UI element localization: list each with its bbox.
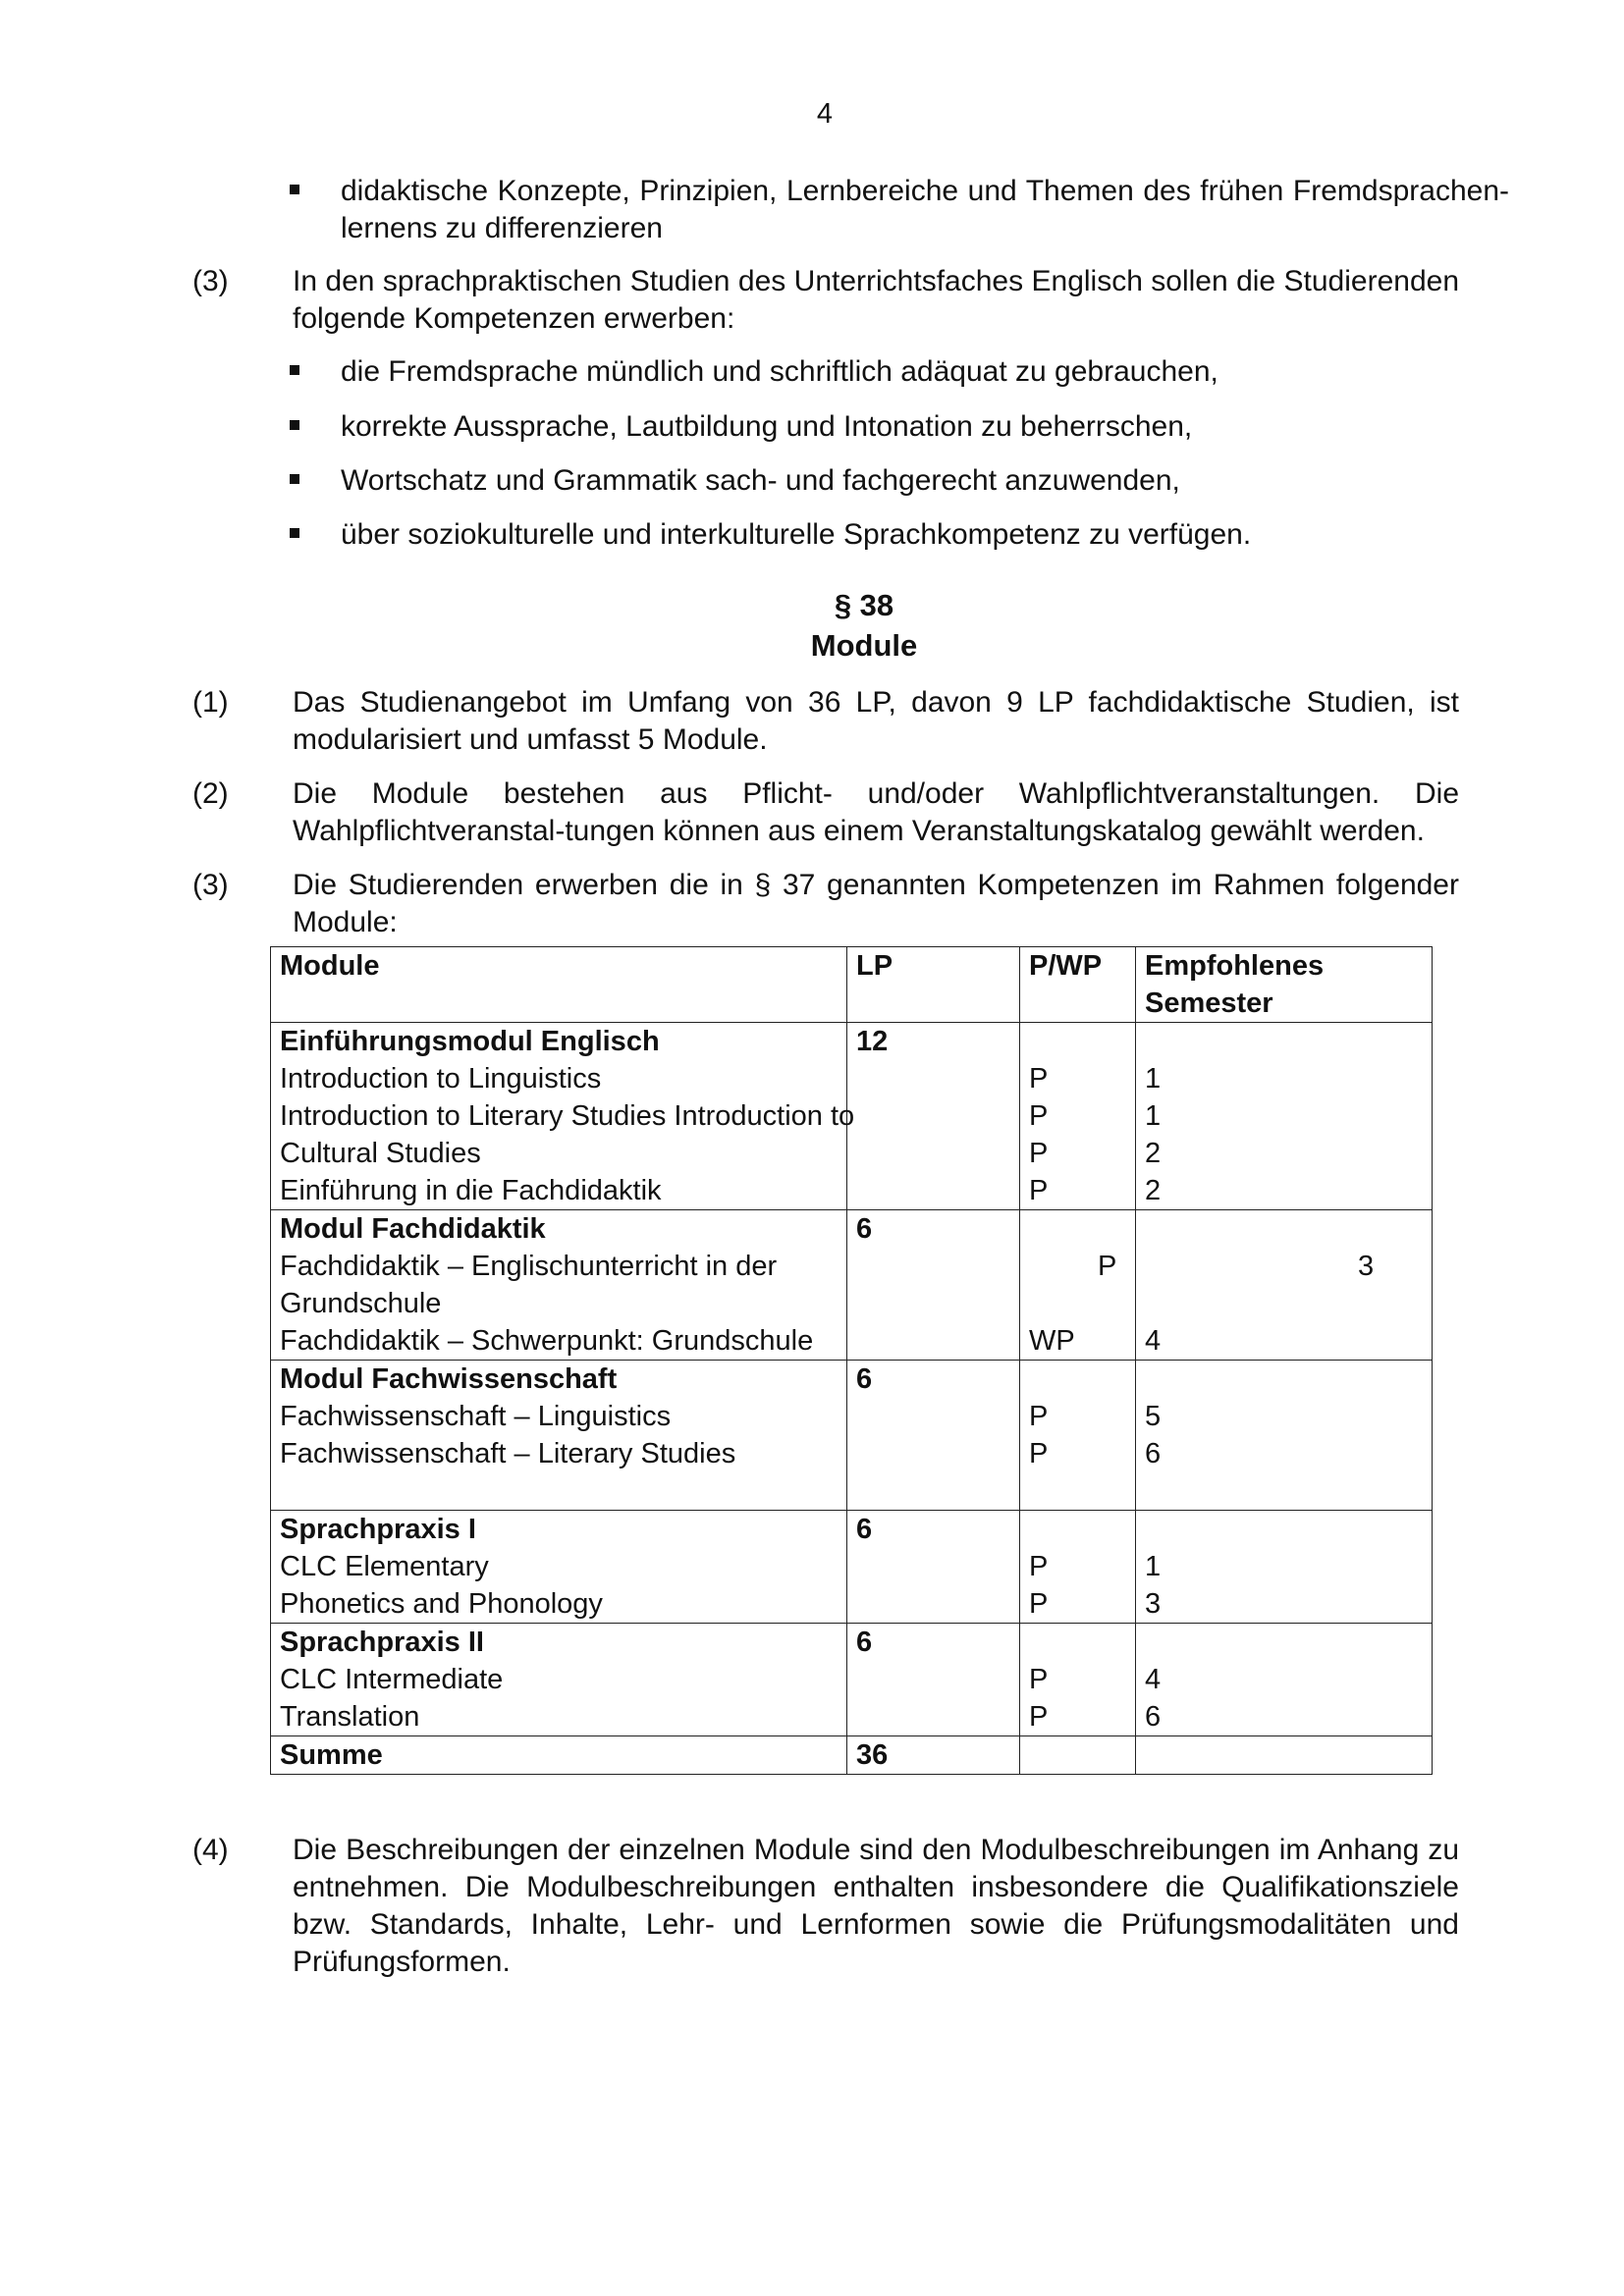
section-title: Module — [810, 628, 918, 663]
semester-value: 3 — [1358, 1251, 1375, 1282]
module-lp: 6 — [856, 1363, 873, 1395]
pwp-value: P — [1029, 1664, 1049, 1695]
semester-value: 1 — [1145, 1100, 1162, 1132]
bullet-icon — [290, 365, 299, 375]
module-name: Sprachpraxis I — [280, 1514, 476, 1545]
paragraph-text: Das Studienangebot im Umfang von 36 LP, davon 9 LP fachdidaktische Studien, ist modularisiert und umfasst 5 Module. — [293, 686, 1459, 756]
paragraph-number: (3) — [192, 265, 229, 297]
semester-value: 5 — [1145, 1401, 1162, 1432]
course-name: Fachwissenschaft – Linguistics — [280, 1401, 672, 1432]
modules-table — [270, 946, 1433, 1775]
paragraph-text: In den sprachpraktischen Studien des Unterrichtsfaches Englisch sollen die Studierenden folgende Kompetenzen erwerben: — [293, 265, 1459, 335]
semester-value: 4 — [1145, 1325, 1162, 1357]
list-item-text: die Fremdsprache mündlich und schriftlich adäquat zu gebrauchen, — [341, 355, 1218, 388]
semester-value: 1 — [1145, 1551, 1162, 1582]
page-number: 4 — [816, 98, 834, 130]
module-cell — [271, 1210, 847, 1361]
module-lp: 6 — [856, 1627, 873, 1658]
semester-value: 3 — [1145, 1588, 1162, 1620]
module-lp: 12 — [856, 1026, 889, 1057]
table-row — [271, 1361, 1433, 1511]
table-header-row — [271, 947, 1433, 1023]
module-cell — [271, 1023, 855, 1210]
semester-cell — [1136, 1361, 1433, 1511]
list-item-text: korrekte Aussprache, Lautbildung und Intonation zu beherrschen, — [341, 410, 1193, 443]
course-name: CLC Elementary — [280, 1551, 489, 1582]
empty-cell — [1136, 1736, 1433, 1775]
course-name: Cultural Studies — [280, 1138, 481, 1169]
pwp-cell — [1020, 1624, 1136, 1736]
pwp-value: P — [1029, 1138, 1049, 1169]
course-name: Introduction to Literary Studies Introduction to — [280, 1100, 855, 1132]
module-cell — [271, 1361, 847, 1511]
section-number: § 38 — [834, 588, 894, 622]
sum-label-cell — [271, 1736, 847, 1775]
pwp-value: P — [1098, 1251, 1117, 1282]
lp-cell — [847, 1210, 1020, 1361]
list-item-text: Wortschatz und Grammatik sach- und fachgerecht anzuwenden, — [341, 464, 1180, 497]
course-name: Fachwissenschaft – Literary Studies — [280, 1438, 736, 1469]
header-lp: LP — [847, 947, 1020, 1023]
table-row — [271, 1624, 1433, 1736]
bullet-icon — [290, 420, 299, 430]
course-name: Fachdidaktik – Englischunterricht in der — [280, 1251, 778, 1282]
module-cell — [271, 1511, 847, 1624]
table-row — [271, 1023, 1433, 1210]
bullet-icon — [290, 528, 299, 538]
course-name: Translation — [280, 1701, 420, 1733]
lp-cell — [847, 1361, 1020, 1511]
pwp-value: P — [1029, 1438, 1049, 1469]
pwp-value: P — [1029, 1175, 1049, 1206]
table-row — [271, 1511, 1433, 1624]
pwp-value: P — [1029, 1551, 1049, 1582]
table-sum-row — [271, 1736, 1433, 1775]
header-pwp: P/WP — [1020, 947, 1136, 1023]
header-module: Module — [271, 947, 847, 1023]
header-semester — [1136, 947, 1433, 1023]
paragraph-text: Die Studierenden erwerben die in § 37 genannten Kompetenzen im Rahmen folgender Module: — [293, 869, 1459, 938]
pwp-value: P — [1029, 1063, 1049, 1095]
pwp-cell — [1020, 1361, 1136, 1511]
semester-cell — [1136, 1210, 1433, 1361]
bullet-icon — [290, 474, 299, 484]
paragraph-number: (2) — [192, 777, 229, 810]
module-cell — [271, 1624, 847, 1736]
paragraph-text: Die Module bestehen aus Pflicht- und/oder Wahlpflichtveranstaltungen. Die Wahlpflichtveranstal-tungen können aus einem Veranstaltungskatalog gewählt werden. — [293, 777, 1459, 847]
course-name: Einführung in die Fachdidaktik — [280, 1175, 662, 1206]
module-name: Einführungsmodul Englisch — [280, 1026, 660, 1057]
module-lp: 6 — [856, 1514, 873, 1545]
lp-cell — [847, 1023, 1020, 1210]
header-semester-line1: Empfohlenes — [1145, 950, 1325, 982]
pwp-value: P — [1029, 1588, 1049, 1620]
sum-lp-cell — [847, 1736, 1020, 1775]
table-row — [271, 1210, 1433, 1361]
course-name: Introduction to Linguistics — [280, 1063, 602, 1095]
pwp-value: P — [1029, 1401, 1049, 1432]
paragraph-text: Die Beschreibungen der einzelnen Module sind den Modulbeschreibungen im Anhang zu entnehmen. Die Modulbeschreibungen enthalten insbesondere die Qualifikationsziele bzw. Standards, Inhalte, Lehr- und Lernformen sowie die Prüfungsmodalitäten und Prüfungsformen. — [293, 1834, 1459, 1978]
semester-value: 6 — [1145, 1701, 1162, 1733]
sum-lp: 36 — [856, 1739, 889, 1771]
semester-cell — [1136, 1023, 1433, 1210]
semester-value: 6 — [1145, 1438, 1162, 1469]
bullet-icon — [290, 185, 299, 194]
pwp-cell — [1020, 1023, 1136, 1210]
semester-value: 4 — [1145, 1664, 1162, 1695]
semester-value: 2 — [1145, 1175, 1162, 1206]
list-item-text: über soziokulturelle und interkulturelle Sprachkompetenz zu verfügen. — [341, 518, 1252, 551]
lp-cell — [847, 1511, 1020, 1624]
module-name: Sprachpraxis II — [280, 1627, 484, 1658]
semester-cell — [1136, 1511, 1433, 1624]
course-name: CLC Intermediate — [280, 1664, 504, 1695]
header-semester-line2: Semester — [1145, 988, 1273, 1019]
pwp-value: P — [1029, 1701, 1049, 1733]
course-name: Grundschule — [280, 1288, 442, 1319]
paragraph-number: (1) — [192, 686, 229, 719]
paragraph-number: (3) — [192, 869, 229, 901]
empty-cell — [1020, 1736, 1136, 1775]
module-name: Modul Fachwissenschaft — [280, 1363, 618, 1395]
list-item-text: didaktische Konzepte, Prinzipien, Lernbereiche und Themen des frühen Fremdsprachen-lernens zu differenzieren — [341, 175, 1509, 244]
course-name: Fachdidaktik – Schwerpunkt: Grundschule — [280, 1325, 814, 1357]
module-name: Modul Fachdidaktik — [280, 1213, 546, 1245]
pwp-value: WP — [1029, 1325, 1075, 1357]
semester-value: 1 — [1145, 1063, 1162, 1095]
pwp-cell — [1020, 1210, 1136, 1361]
pwp-cell — [1020, 1511, 1136, 1624]
paragraph-number: (4) — [192, 1834, 229, 1866]
pwp-value: P — [1029, 1100, 1049, 1132]
semester-value: 2 — [1145, 1138, 1162, 1169]
course-name: Phonetics and Phonology — [280, 1588, 603, 1620]
module-lp: 6 — [856, 1213, 873, 1245]
lp-cell — [847, 1624, 1020, 1736]
semester-cell — [1136, 1624, 1433, 1736]
sum-label: Summe — [280, 1739, 383, 1771]
